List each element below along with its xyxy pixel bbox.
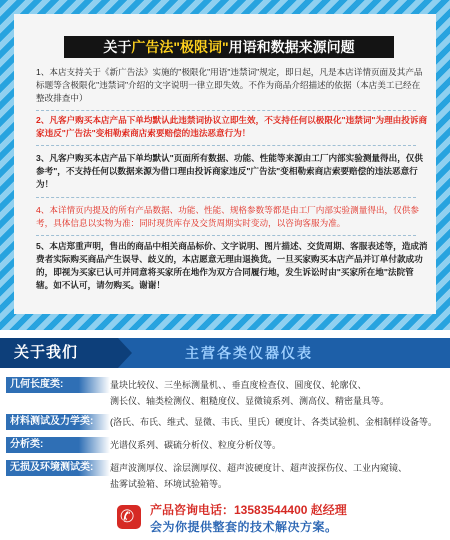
category-label-analysis: 分析类: xyxy=(6,437,110,453)
notice-para-3: 3、凡客户购买本店产品下单均默认"页面所有数据、功能、性能等来源由工厂内部实验测量得出，仅供参考"，不支持任何以数据来源为借口理由投诉商家违反"广告法"变相勒索商店索要赔偿的违法恶意行为！ xyxy=(36,153,423,189)
notice-para-4: 4、本详情页内提及的所有产品数据、功能、性能、规格参数等都是由工厂内部实验测量得出，仅供参考，具体信息以实物为准：同时现货库存及交货周期实时变动，以咨询客服为准。 xyxy=(36,205,419,228)
notice-para-5: 5、本店郑重声明，售出的商品中相关商品标价、文字说明、图片描述、交货周期、客服表述等，造成消费者实际购买商品产生误导、歧义的，本店愿意无理由退换货。一旦买家购买本店产品并订单付款成功的，即视为买家已认可并同意将买家所在地作为双方合同履行地，发生诉讼时由"买家所在地"法院管辖。如不认可，请勿购买。谢谢！ xyxy=(36,241,428,290)
about-us-tab: 关于我们 xyxy=(0,338,118,368)
divider xyxy=(36,197,416,198)
contact-phone: 产品咨询电话：13583544400 赵经理 xyxy=(150,503,347,517)
notice-title xyxy=(64,36,394,58)
about-subtitle: 主营各类仪器仪表 xyxy=(185,345,313,361)
contact-tagline: 会为你提供整套的技术解决方案。 xyxy=(150,520,338,534)
phone-icon: ✆ xyxy=(117,505,141,529)
category-text-materials: (洛氏、布氏、维式、显微、韦氏、里氏）硬度计、各类试验机、金相制样设备等。 xyxy=(110,417,437,427)
category-text-geometry-line1: 量块比较仪、三坐标测量机、、垂直度检查仪、圆度仪、轮廓仪、 xyxy=(110,380,367,390)
category-text-ndt-line1: 超声波测厚仪、涂层测厚仪、超声波硬度计、超声波探伤仪、工业内窥镜、 xyxy=(110,463,408,473)
category-text-analysis: 光谱仪系列、碳硫分析仪、粒度分析仪等。 xyxy=(110,440,282,450)
about-header xyxy=(0,338,450,368)
notice-panel xyxy=(14,14,436,314)
category-text-geometry-line2: 测长仪、轴类检测仪、粗糙度仪、显微镜系列、测高仪、精密量具等。 xyxy=(110,396,390,406)
category-label-ndt: 无损及环境测试类: xyxy=(6,460,110,476)
category-label-materials: 材料测试及力学类: xyxy=(6,414,110,430)
notice-para-1: 1、本店支持关于《新广告法》实施的"极限化"用语"违禁词"规定，即日起，凡是本店详情页面及其产品标题等含极限化"违禁词"介绍的文字说明一律立即失效。不作为商品介绍描述的依据（本店美工已经在整改排查中） xyxy=(36,67,423,103)
divider xyxy=(36,110,416,111)
category-text-ndt-line2: 盐雾试验箱、环境试验箱等。 xyxy=(110,479,228,489)
notice-title-highlight: 广告法"极限词" xyxy=(131,39,229,55)
divider xyxy=(36,235,416,236)
divider xyxy=(36,145,416,146)
notice-para-2: 2、凡客户购买本店产品下单均默认此违禁词协议立即生效，不支持任何以极限化"违禁词"为理由投诉商家违反"广告法"变相勒索商店索要赔偿的违法恶意行为！ xyxy=(36,115,428,138)
notice-title-suffix: 用语和数据来源问题 xyxy=(228,39,355,55)
notice-title-prefix: 关于 xyxy=(103,39,132,55)
category-label-geometry: 几何长度类: xyxy=(6,377,110,393)
